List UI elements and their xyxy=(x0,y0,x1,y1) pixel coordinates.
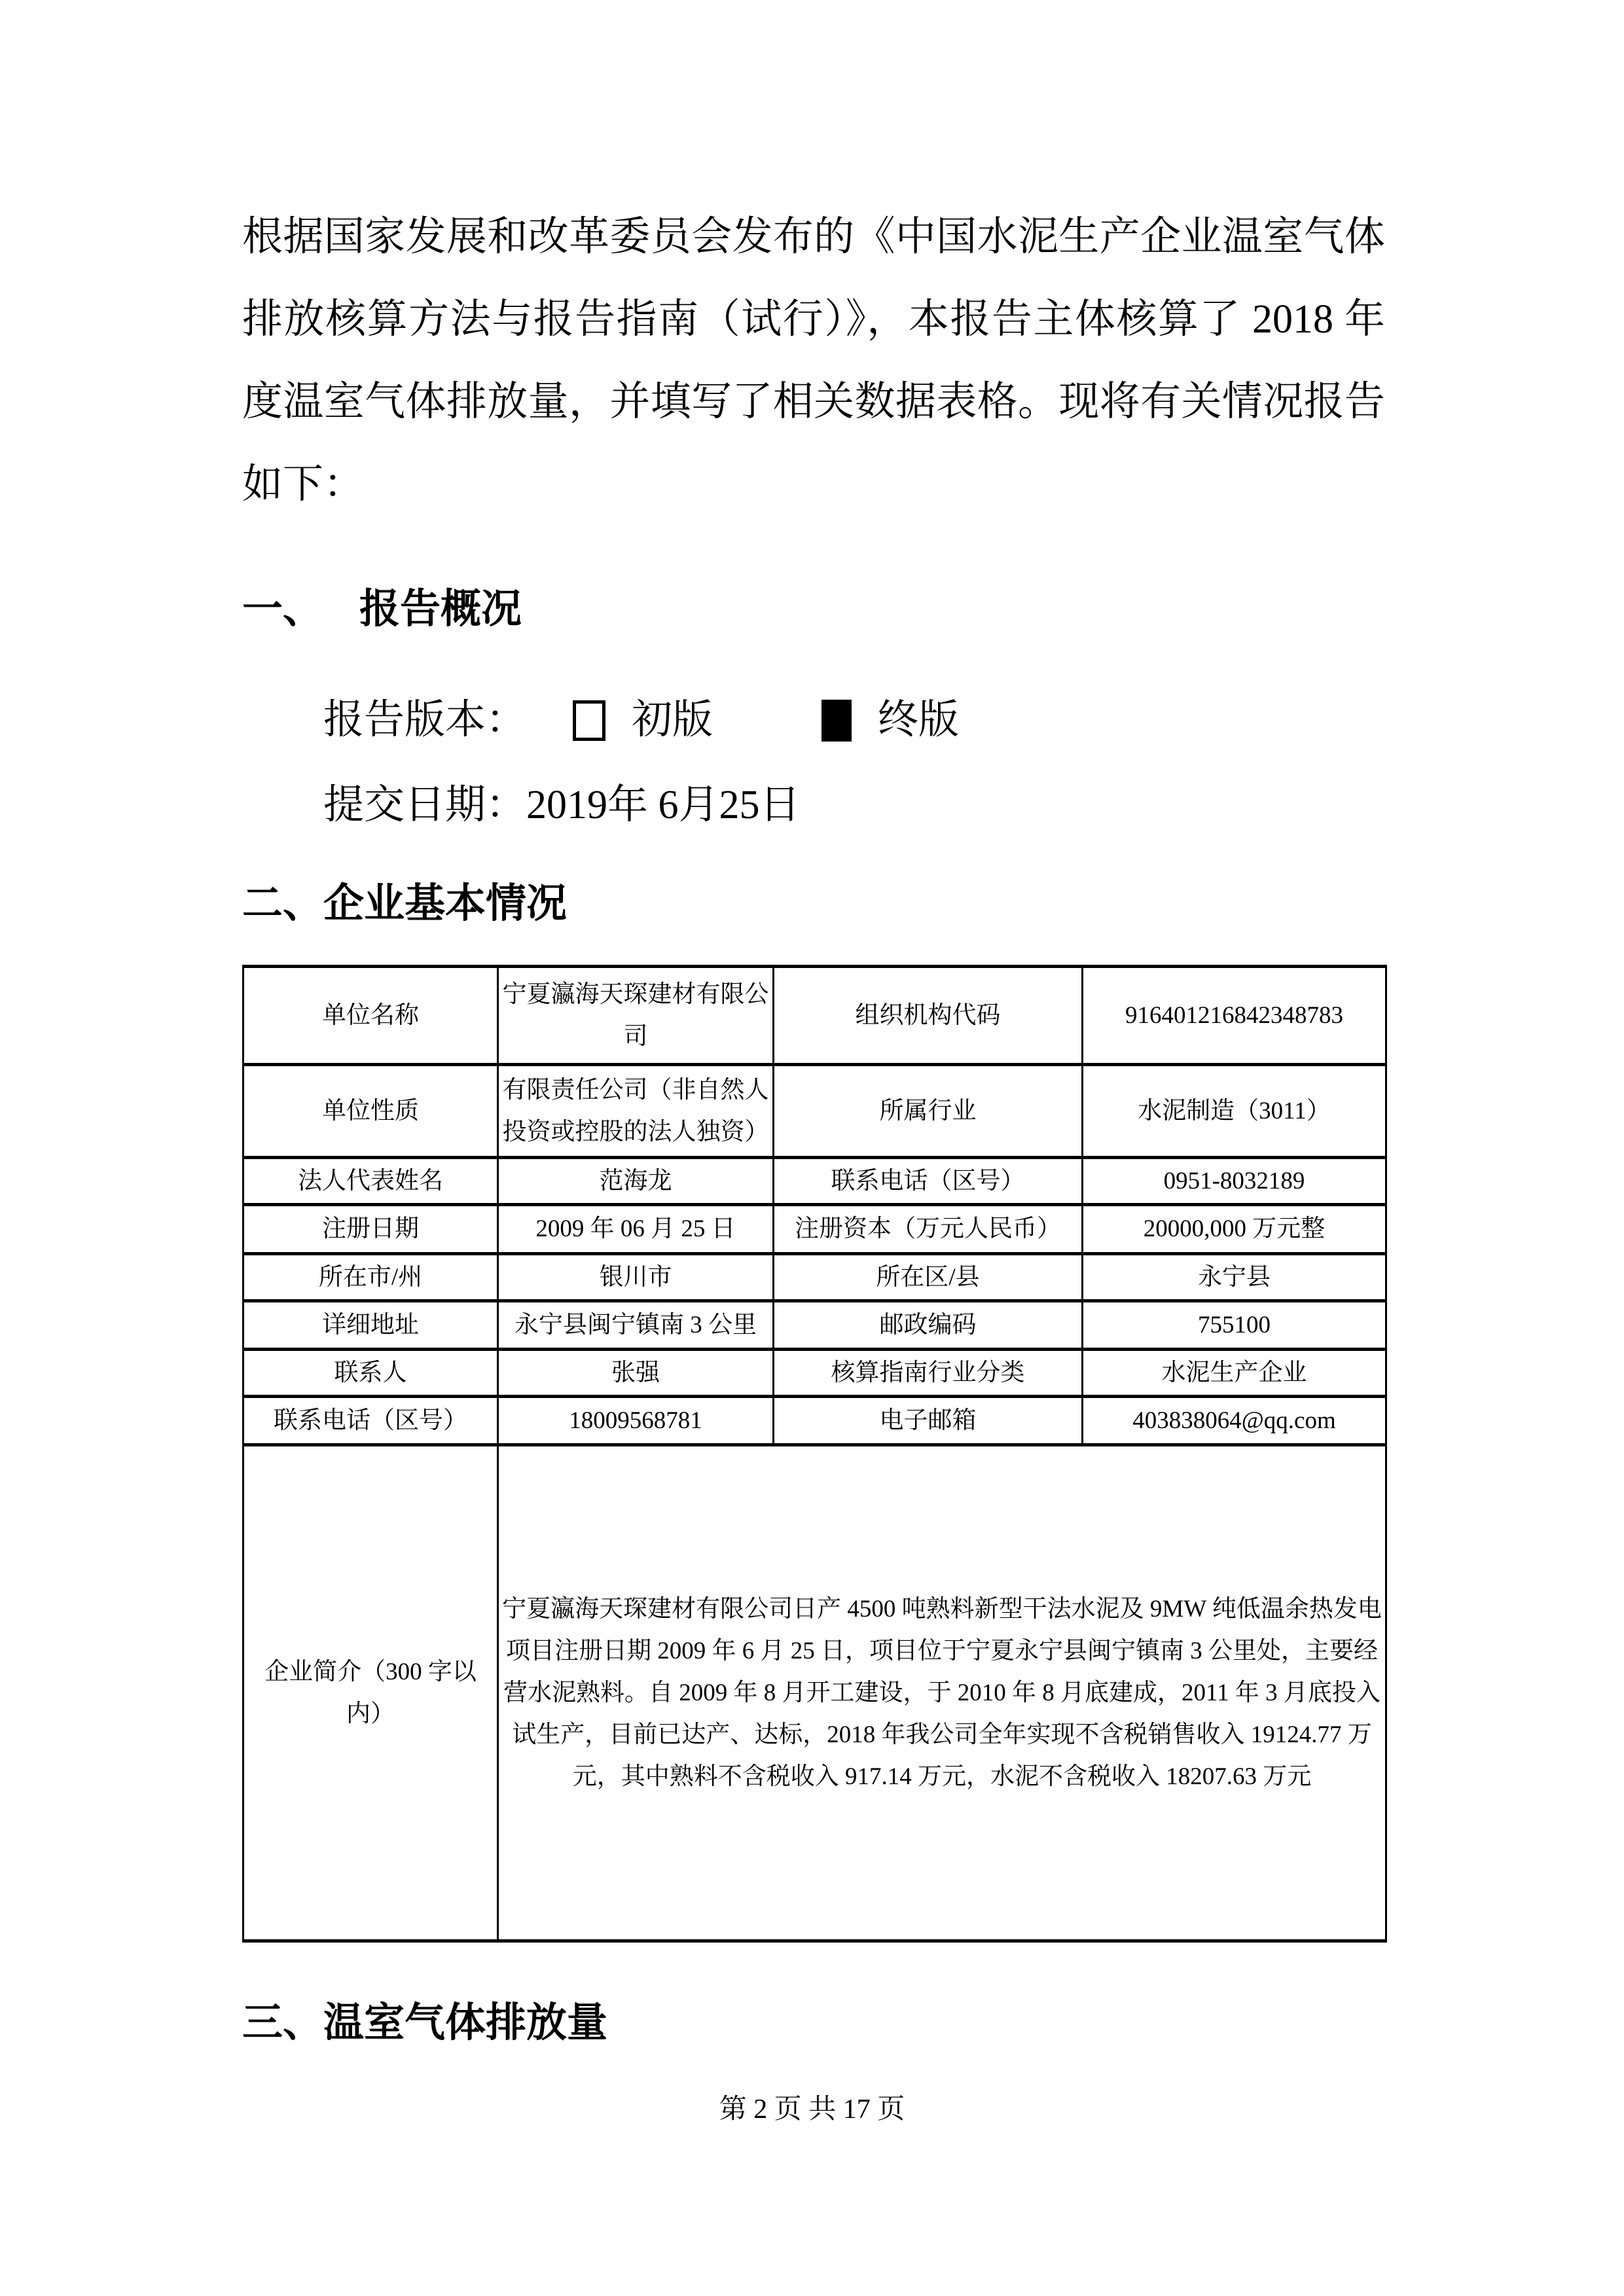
field-label: 电子邮箱 xyxy=(774,1397,1083,1445)
table-row xyxy=(244,1301,1386,1350)
field-value: 18009568781 xyxy=(498,1397,774,1445)
field-label: 所在市/州 xyxy=(244,1254,498,1301)
table-row xyxy=(244,1254,1386,1301)
checkbox-unchecked-icon xyxy=(573,700,605,741)
section-title: 温室气体排放量 xyxy=(323,2000,608,2045)
field-label: 注册资本（万元人民币） xyxy=(774,1205,1083,1254)
option-final-label: 终版 xyxy=(878,698,960,742)
section-heading-emissions xyxy=(242,1982,1385,2064)
table-row xyxy=(244,1397,1386,1445)
field-value: 水泥生产企业 xyxy=(1083,1350,1386,1397)
checkbox-checked-icon xyxy=(821,700,852,742)
section-title: 企业基本情况 xyxy=(323,881,568,926)
field-value: 范海龙 xyxy=(498,1158,774,1205)
field-value: 宁夏瀛海天琛建材有限公司 xyxy=(498,967,774,1065)
field-value: 有限责任公司（非自然人投资或控股的法人独资） xyxy=(498,1065,774,1158)
field-value: 755100 xyxy=(1083,1301,1386,1350)
field-label: 详细地址 xyxy=(244,1301,498,1350)
option-initial-label: 初版 xyxy=(632,698,713,742)
field-value: 永宁县闽宁镇南 3 公里 xyxy=(498,1301,774,1350)
field-label: 联系电话（区号） xyxy=(244,1397,498,1445)
section-number: 三、 xyxy=(242,2000,324,2045)
section-heading-company-info xyxy=(242,863,1385,945)
field-label: 核算指南行业分类 xyxy=(774,1350,1083,1397)
section-number: 二、 xyxy=(242,881,324,926)
submit-date-value: 2019年 6月25日 xyxy=(526,783,801,827)
table-row xyxy=(244,1350,1386,1397)
report-version-line xyxy=(242,679,1385,761)
field-value: 永宁县 xyxy=(1083,1254,1386,1301)
field-label: 所在区/县 xyxy=(774,1254,1083,1301)
field-label: 法人代表姓名 xyxy=(244,1158,498,1205)
section-number: 一、 xyxy=(242,586,324,632)
submit-date-line xyxy=(242,764,1385,846)
report-version-label: 报告版本： xyxy=(323,698,527,742)
table-row xyxy=(244,1158,1386,1205)
field-label: 企业简介（300 字以内） xyxy=(244,1445,498,1941)
field-value: 0951-8032189 xyxy=(1083,1158,1386,1205)
document-content xyxy=(242,196,1385,2064)
table-row-company-profile xyxy=(244,1445,1386,1941)
company-info-table xyxy=(242,965,1387,1943)
field-value: 403838064@qq.com xyxy=(1083,1397,1386,1445)
field-value: 20000,000 万元整 xyxy=(1083,1205,1386,1254)
field-label: 单位名称 xyxy=(244,967,498,1065)
section-title: 报告概况 xyxy=(359,586,522,632)
company-profile-text: 宁夏瀛海天琛建材有限公司日产 4500 吨熟料新型干法水泥及 9MW 纯低温余热发电项目注册日期 2009 年 6 月 25 日，项目位于宁夏永宁县闽宁镇南 3 公里处，主要经营水泥熟料。自 2009 年 8 月开工建设，于 2010 年 8 月底建成，2011 年 3 月底投入试生产，目前已达产、达标，2018 年我公司全年实现不含税销售收入 19124.77 万元，其中熟料不含税收入 917.14 万元，水泥不含税收入 18207.63 万元 xyxy=(498,1445,1386,1941)
field-value: 水泥制造（3011） xyxy=(1083,1065,1386,1158)
field-label: 组织机构代码 xyxy=(774,967,1083,1065)
section-heading-report-overview xyxy=(242,568,1385,651)
table-row xyxy=(244,1065,1386,1158)
intro-paragraph: 根据国家发展和改革委员会发布的《中国水泥生产企业温室气体排放核算方法与报告指南（试行）》，本报告主体核算了 2018 年度温室气体排放量，并填写了相关数据表格。现将有关情况报告如下： xyxy=(242,215,1385,507)
field-label: 邮政编码 xyxy=(774,1301,1083,1350)
field-label: 单位性质 xyxy=(244,1065,498,1158)
field-label: 所属行业 xyxy=(774,1065,1083,1158)
table-row xyxy=(244,967,1386,1065)
field-value: 916401216842348783 xyxy=(1083,967,1386,1065)
table-row xyxy=(244,1205,1386,1254)
field-label: 注册日期 xyxy=(244,1205,498,1254)
page-footer: 第 2 页 共 17 页 xyxy=(719,2094,905,2125)
field-value: 2009 年 06 月 25 日 xyxy=(498,1205,774,1254)
submit-date-label: 提交日期： xyxy=(323,783,527,827)
field-label: 联系人 xyxy=(244,1350,498,1397)
field-label: 联系电话（区号） xyxy=(774,1158,1083,1205)
field-value: 张强 xyxy=(498,1350,774,1397)
field-value: 银川市 xyxy=(498,1254,774,1301)
